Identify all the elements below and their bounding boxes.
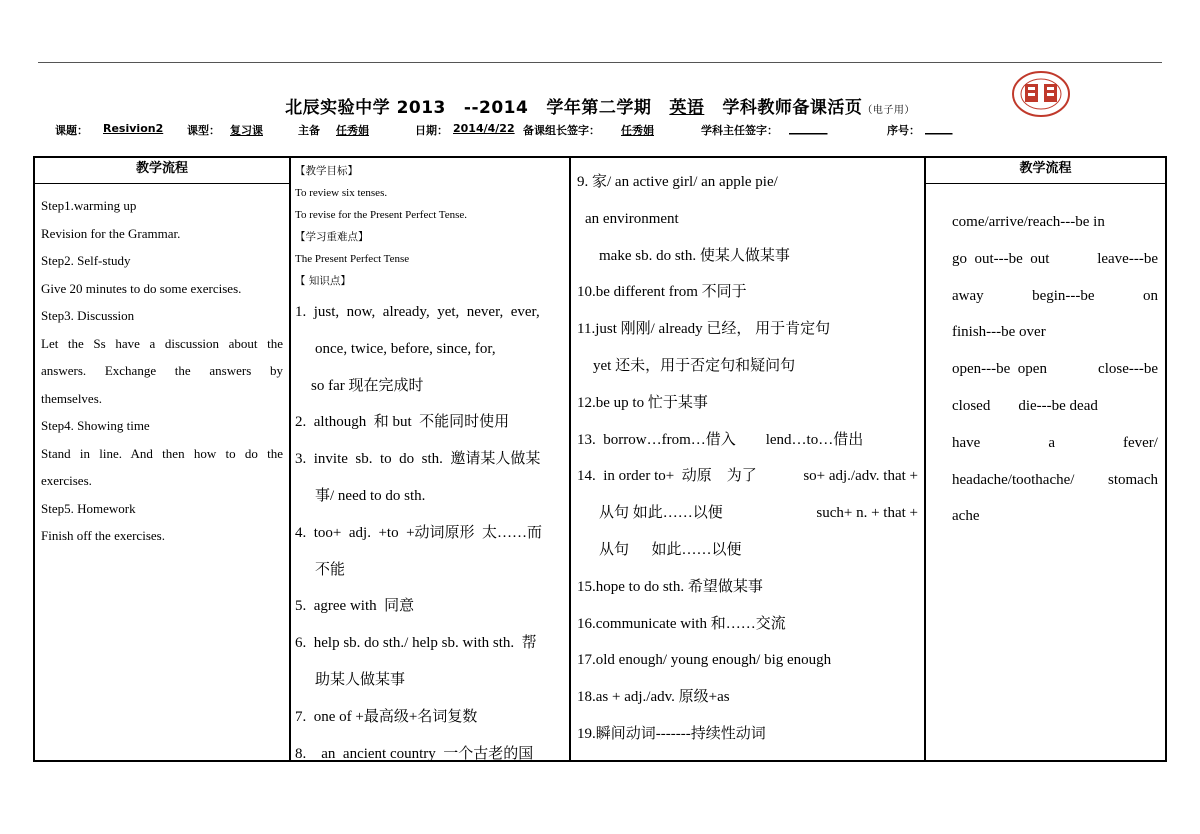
point-line: once, twice, before, since, for,	[315, 340, 496, 357]
point-line: 6. help sb. do sth./ help sb. with sth. 帮	[295, 635, 537, 652]
point-line: 3. invite sb. to do sth. 邀请某人做某	[295, 451, 541, 468]
director-label: 学科主任签字：	[701, 124, 778, 137]
point-part: such+ n. + that +	[816, 505, 918, 522]
pair-line	[952, 351, 1158, 388]
point-line: 18.as + adj./adv. 原级+as	[577, 689, 730, 706]
pair-part: leave---be	[1097, 250, 1158, 267]
pair-line	[952, 278, 1158, 315]
pair-part: a	[1048, 434, 1055, 451]
year-end: --2014	[463, 98, 529, 118]
pair-part: have	[952, 434, 981, 451]
point-part: 14. in order to+ 动原 为了	[577, 468, 757, 485]
point-line: 事/ need to do sth.	[315, 487, 426, 504]
pair-part: stomach	[1108, 471, 1158, 488]
point-line: an environment	[585, 210, 679, 227]
pair-part: closed	[952, 397, 991, 414]
lesson-table	[33, 156, 1167, 762]
group-value: 任秀娟	[621, 124, 654, 137]
points-list	[569, 158, 924, 753]
points-title: 【 知识点】	[295, 275, 351, 287]
pair-part: die---be dead	[1018, 397, 1098, 414]
point-line: 12.be up to 忙于某事	[577, 394, 708, 411]
point-line: 2. although 和 but 不能同时使用	[295, 414, 510, 431]
point-line: make sb. do sth. 使某人做某事	[599, 247, 790, 264]
point-line: 1. just, now, already, yet, never, ever,	[295, 304, 540, 320]
semester: 学年第二学期	[546, 98, 652, 118]
point-line: 7. one of +最高级+名词复数	[295, 708, 478, 725]
column-points-continued	[569, 158, 926, 760]
topic-label: 课题：	[55, 124, 88, 137]
point-line: 9. 家/ an active girl/ an apple pie/	[577, 174, 778, 190]
pair-part: away	[952, 287, 984, 304]
pair-part: headache/toothache/	[952, 471, 1075, 488]
step-line: Give 20 minutes to do some exercises.	[41, 280, 242, 296]
step-line: Stand in line. And then how to do the	[41, 445, 283, 461]
column-heading: 教学流程	[924, 158, 1166, 184]
pair-line: come/arrive/reach---be in	[952, 214, 1105, 230]
focus-title: 【学习重难点】	[295, 231, 369, 243]
point-line	[577, 495, 918, 532]
pair-line	[952, 425, 1158, 462]
goal-line: To revise for the Present Perfect Tense.	[295, 209, 468, 221]
type-label: 课型：	[187, 124, 220, 137]
pair-line	[952, 462, 1158, 499]
point-part: 从句 如此……以便	[599, 505, 723, 522]
steps-list	[35, 184, 289, 550]
pair-line: finish---be over	[952, 324, 1046, 341]
knowledge-points	[295, 294, 563, 772]
column-objectives	[289, 158, 571, 760]
pair-part: fever/	[1123, 434, 1158, 451]
pair-part: on	[1143, 287, 1158, 304]
point-line: 8. an ancient country 一个古老的国	[295, 745, 534, 762]
lead-label: 主备	[298, 124, 320, 137]
point-line: 4. too+ adj. +to +动词原形 太……而	[295, 524, 543, 541]
serial-value: _____	[925, 122, 953, 135]
pair-part: open---be open	[952, 361, 1047, 378]
school-seal-icon	[1011, 70, 1071, 118]
step-line: Step5. Homework	[41, 500, 136, 516]
step-line: Revision for the Grammar.	[41, 225, 181, 241]
step-line: Let the Ss have a discussion about the	[41, 335, 283, 351]
director-value: _______	[789, 122, 828, 135]
point-line: 不能	[315, 561, 346, 578]
subject: 英语	[669, 98, 705, 118]
point-line: 15.hope to do sth. 希望做某事	[577, 578, 763, 595]
date-label: 日期：	[415, 124, 448, 137]
column-teaching-flow	[35, 158, 291, 760]
point-line: 助某人做某事	[315, 671, 406, 688]
focus-line: The Present Perfect Tense	[295, 253, 410, 265]
point-line: 16.communicate with 和……交流	[577, 615, 786, 632]
column-heading: 教学流程	[35, 158, 289, 184]
type-value: 复习课	[230, 124, 263, 137]
point-part: lend…to…借出	[765, 431, 864, 448]
objectives-block	[289, 158, 569, 772]
pair-part: go out---be out	[952, 250, 1050, 267]
pair-part: close---be	[1098, 361, 1158, 378]
doc-note: （电子用）	[862, 105, 915, 116]
doc-type: 学科教师备课活页	[722, 98, 863, 118]
point-line	[577, 422, 918, 459]
school-name: 北辰实验中学 2013	[285, 98, 446, 118]
point-part: so+ adj./adv. that +	[803, 468, 918, 485]
point-line: 17.old enough/ young enough/ big enough	[577, 652, 832, 669]
pair-line	[952, 388, 1158, 425]
step-line: Step1.warming up	[41, 198, 137, 213]
point-line: so far 现在完成时	[311, 377, 424, 394]
point-line: 11.just 刚刚/ already 已经， 用于肯定句	[577, 321, 831, 338]
date-value: 2014/4/22	[453, 122, 515, 135]
step-line: Step4. Showing time	[41, 418, 150, 433]
step-line: answers. Exchange the answers by	[41, 363, 283, 378]
point-part: 13. borrow…from…借入	[577, 431, 736, 448]
step-line: Finish off the exercises.	[41, 528, 165, 543]
point-line: 10.be different from 不同于	[577, 284, 747, 301]
verb-pairs-list	[924, 184, 1165, 535]
serial-label: 序号：	[887, 124, 920, 137]
column-teaching-flow-2	[924, 158, 1165, 760]
step-line: themselves.	[41, 390, 103, 406]
group-label: 备课组长签字：	[523, 124, 600, 137]
step-line: exercises.	[41, 473, 92, 488]
step-line: Step2. Self-study	[41, 253, 131, 268]
topic-value: Resivion2	[103, 122, 164, 135]
goal-title: 【教学目标】	[295, 165, 358, 177]
top-rule	[38, 62, 1162, 63]
pair-line	[952, 241, 1158, 278]
lead-value: 任秀娟	[336, 124, 369, 137]
point-line: 19.瞬间动词-------持续性动词	[577, 725, 766, 742]
pair-part: begin---be	[1032, 287, 1095, 304]
point-line: 从句 如此……以便	[599, 541, 742, 558]
point-line	[577, 458, 918, 495]
point-line: yet 还未，用于否定句和疑问句	[593, 357, 796, 374]
step-line: Step3. Discussion	[41, 308, 135, 323]
point-line: 5. agree with 同意	[295, 598, 415, 615]
goal-line: To review six tenses.	[295, 187, 388, 199]
pair-line: ache	[952, 508, 980, 525]
